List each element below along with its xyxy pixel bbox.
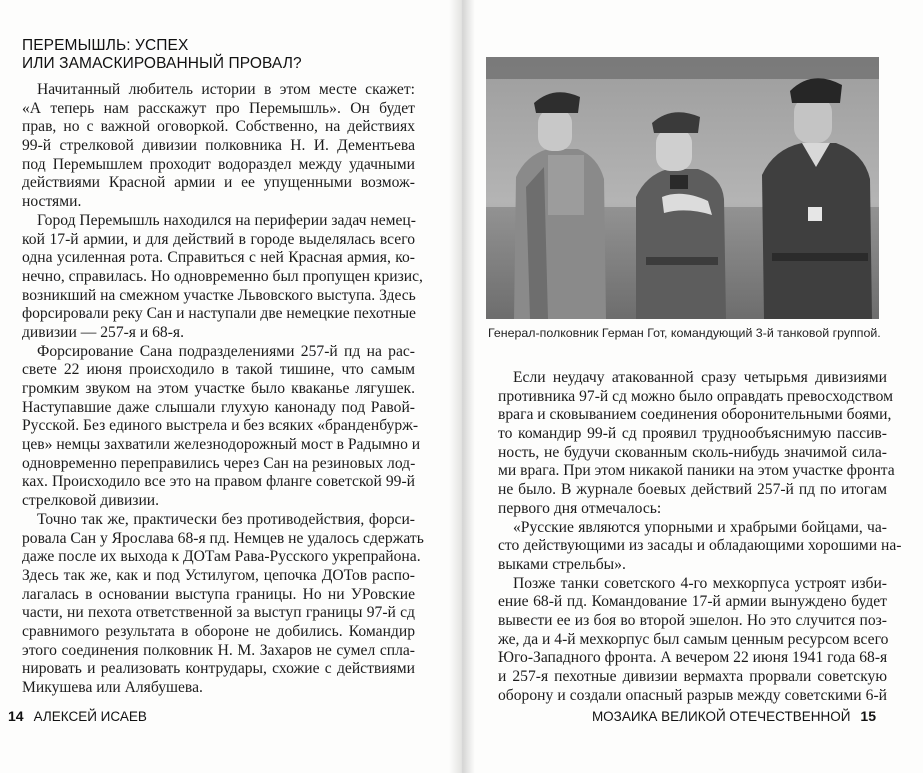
text-line: Точно так же, практически без противодействия, форси- — [37, 510, 415, 528]
text-line: одна усиленная рота. Справиться с ней Красная армия, ко- — [22, 249, 415, 267]
page-number: 14 — [8, 708, 24, 724]
text-line: форсировали реку Сан и наступали две немецкие пехотные — [22, 305, 416, 323]
photo-caption: Генерал-полковник Герман Гот, командующий 3-й танковой группой. — [488, 326, 881, 340]
text-line: Начитанный любитель истории в этом месте скажет: — [37, 81, 415, 98]
book-title: МОЗАИКА ВЕЛИКОЙ ОТЕЧЕСТВЕННОЙ — [591, 709, 851, 724]
text-line: ение 68-й пд. Командование 17-й армии вынуждено будет — [498, 593, 887, 611]
text-line: даже после их выхода к ДОТам Рава-Русского укрепрайона. — [22, 548, 421, 566]
text-line: Город Перемышль находился на периферии задач немец- — [37, 211, 416, 229]
text-line: не было. В журнале боевых действий 257-й пд по итогам — [498, 481, 887, 499]
text-line: врага и сковыванием соединения оборонительными боями, — [498, 406, 892, 424]
text-line: Позже танки советского 4-го мехкорпуса устроят изби- — [513, 574, 887, 592]
text-line: стрелковой дивизии. — [22, 492, 160, 510]
text-line: «А теперь нам расскажут про Перемышль». Он будет — [22, 99, 415, 117]
text-line: же, да и 4-й мехкорпус был самым ценным ресурсом всего — [498, 630, 889, 648]
text-line: Здесь так же, как и под Устилугом, цепочка ДОТов распо- — [22, 566, 415, 584]
text-line: лагалась в основании выступа границы. Но ни УРовские — [22, 585, 415, 603]
text-line: противника 97-й сд можно было оправдать превосходством — [498, 387, 894, 405]
text-line: и 257-я пехотные дивизии вермахта прорвали советскую — [498, 668, 887, 685]
text-line: под Перемышлем проходит водораздел между удачными — [22, 155, 415, 173]
chapter-title — [22, 37, 422, 73]
text-line: этого соединения полковник Н. М. Захаров не сумел спла- — [22, 641, 415, 659]
officers-photo — [486, 57, 879, 319]
text-line: ровала Сан у Ярослава 68-я пд. Немцев не удалось сдержать — [22, 529, 424, 547]
text-line: сто действующими из засады и обладающими хорошими на- — [498, 537, 902, 555]
text-line: оборону и создали опасный разрыв между советскими 6-й — [498, 686, 887, 704]
text-line: возникший на смежном участке Львовского выступа. Здесь — [22, 286, 416, 304]
text-line: Юго-Западного фронта. А вечером 22 июня 1941 года 68-я — [498, 649, 888, 667]
chapter-title-line: ПЕРЕМЫШЛЬ: УСПЕХ — [22, 37, 189, 54]
text-line: ность, не будучи скованным сколь-нибудь значимой сила- — [498, 443, 887, 461]
text-line: цев» немцы захватили железнодорожный мост в Радымно и — [22, 436, 421, 454]
chapter-title-line: ИЛИ ЗАМАСКИРОВАННЫЙ ПРОВАЛ? — [22, 55, 302, 72]
text-line: выками стрельбы». — [498, 555, 626, 573]
right-page — [461, 0, 923, 773]
text-line: Микушева или Алябушева. — [22, 679, 203, 696]
text-line: то командир 99-й сд проявил труднообъяснимую пассив- — [498, 425, 887, 443]
text-line: вывести ее из боя во второй эшелон. Но это случится поз- — [498, 611, 887, 629]
right-footer — [592, 708, 876, 725]
text-line: действиями Красной армии и ее упущенными возмож- — [22, 174, 415, 192]
text-line: Русской. Без единого выстрела и без всяких «бранденбурж- — [22, 417, 419, 435]
right-body-text — [498, 369, 902, 705]
text-line: кой 17-й армии, и для действий в городе выделялась всего — [22, 230, 415, 248]
text-line: громким звуком на этом участке было кваканье лягушек. — [22, 380, 415, 397]
left-page — [0, 0, 461, 773]
text-line: ках. Происходило все это на правом фланге советской 99-й — [22, 473, 415, 491]
text-line: ми врага. При этом никакой паники на этом участке фронта — [498, 462, 895, 480]
text-line: «Русские являются упорными и храбрыми бойцами, ча- — [513, 518, 887, 536]
book-gutter — [449, 0, 475, 773]
text-line: 99-й стрелковой дивизии полковника Н. И. Дементьева — [22, 137, 415, 155]
text-line: дивизии — 257-я и 68-я. — [22, 323, 184, 341]
left-body-text — [22, 81, 424, 698]
text-line: прав, но с важной оговоркой. Собственно, на действиях — [22, 118, 415, 136]
text-line: Наступавшие даже слышали глухую канонаду под Равой- — [22, 398, 415, 416]
text-line: нировать и реализовать контрудары, схожие с действиями — [22, 660, 415, 678]
text-line: Форсирование Сана подразделениями 257-й пд на рас- — [37, 342, 415, 360]
text-line: первого дня отмечалось: — [498, 499, 662, 517]
text-line: части, ни пехота ответственной за выступ границы 97-й сд — [22, 604, 415, 622]
left-footer — [8, 708, 147, 725]
page-number: 15 — [860, 708, 876, 724]
text-line: сравнимого результата в обороне не добились. Командир — [22, 622, 415, 640]
text-line: одновременно переправились через Сан на резиновых лод- — [22, 454, 416, 472]
author-name: АЛЕКСЕЙ ИСАЕВ — [33, 709, 147, 724]
text-line: ностями. — [22, 193, 82, 211]
text-line: нечно, справилась. Но одновременно был пропущен кризис, — [22, 267, 423, 285]
text-line: Если неудачу атакованной сразу четырьмя дивизиями — [513, 369, 887, 386]
text-line: свете 22 июня происходило в такой тишине, что самым — [22, 361, 415, 379]
